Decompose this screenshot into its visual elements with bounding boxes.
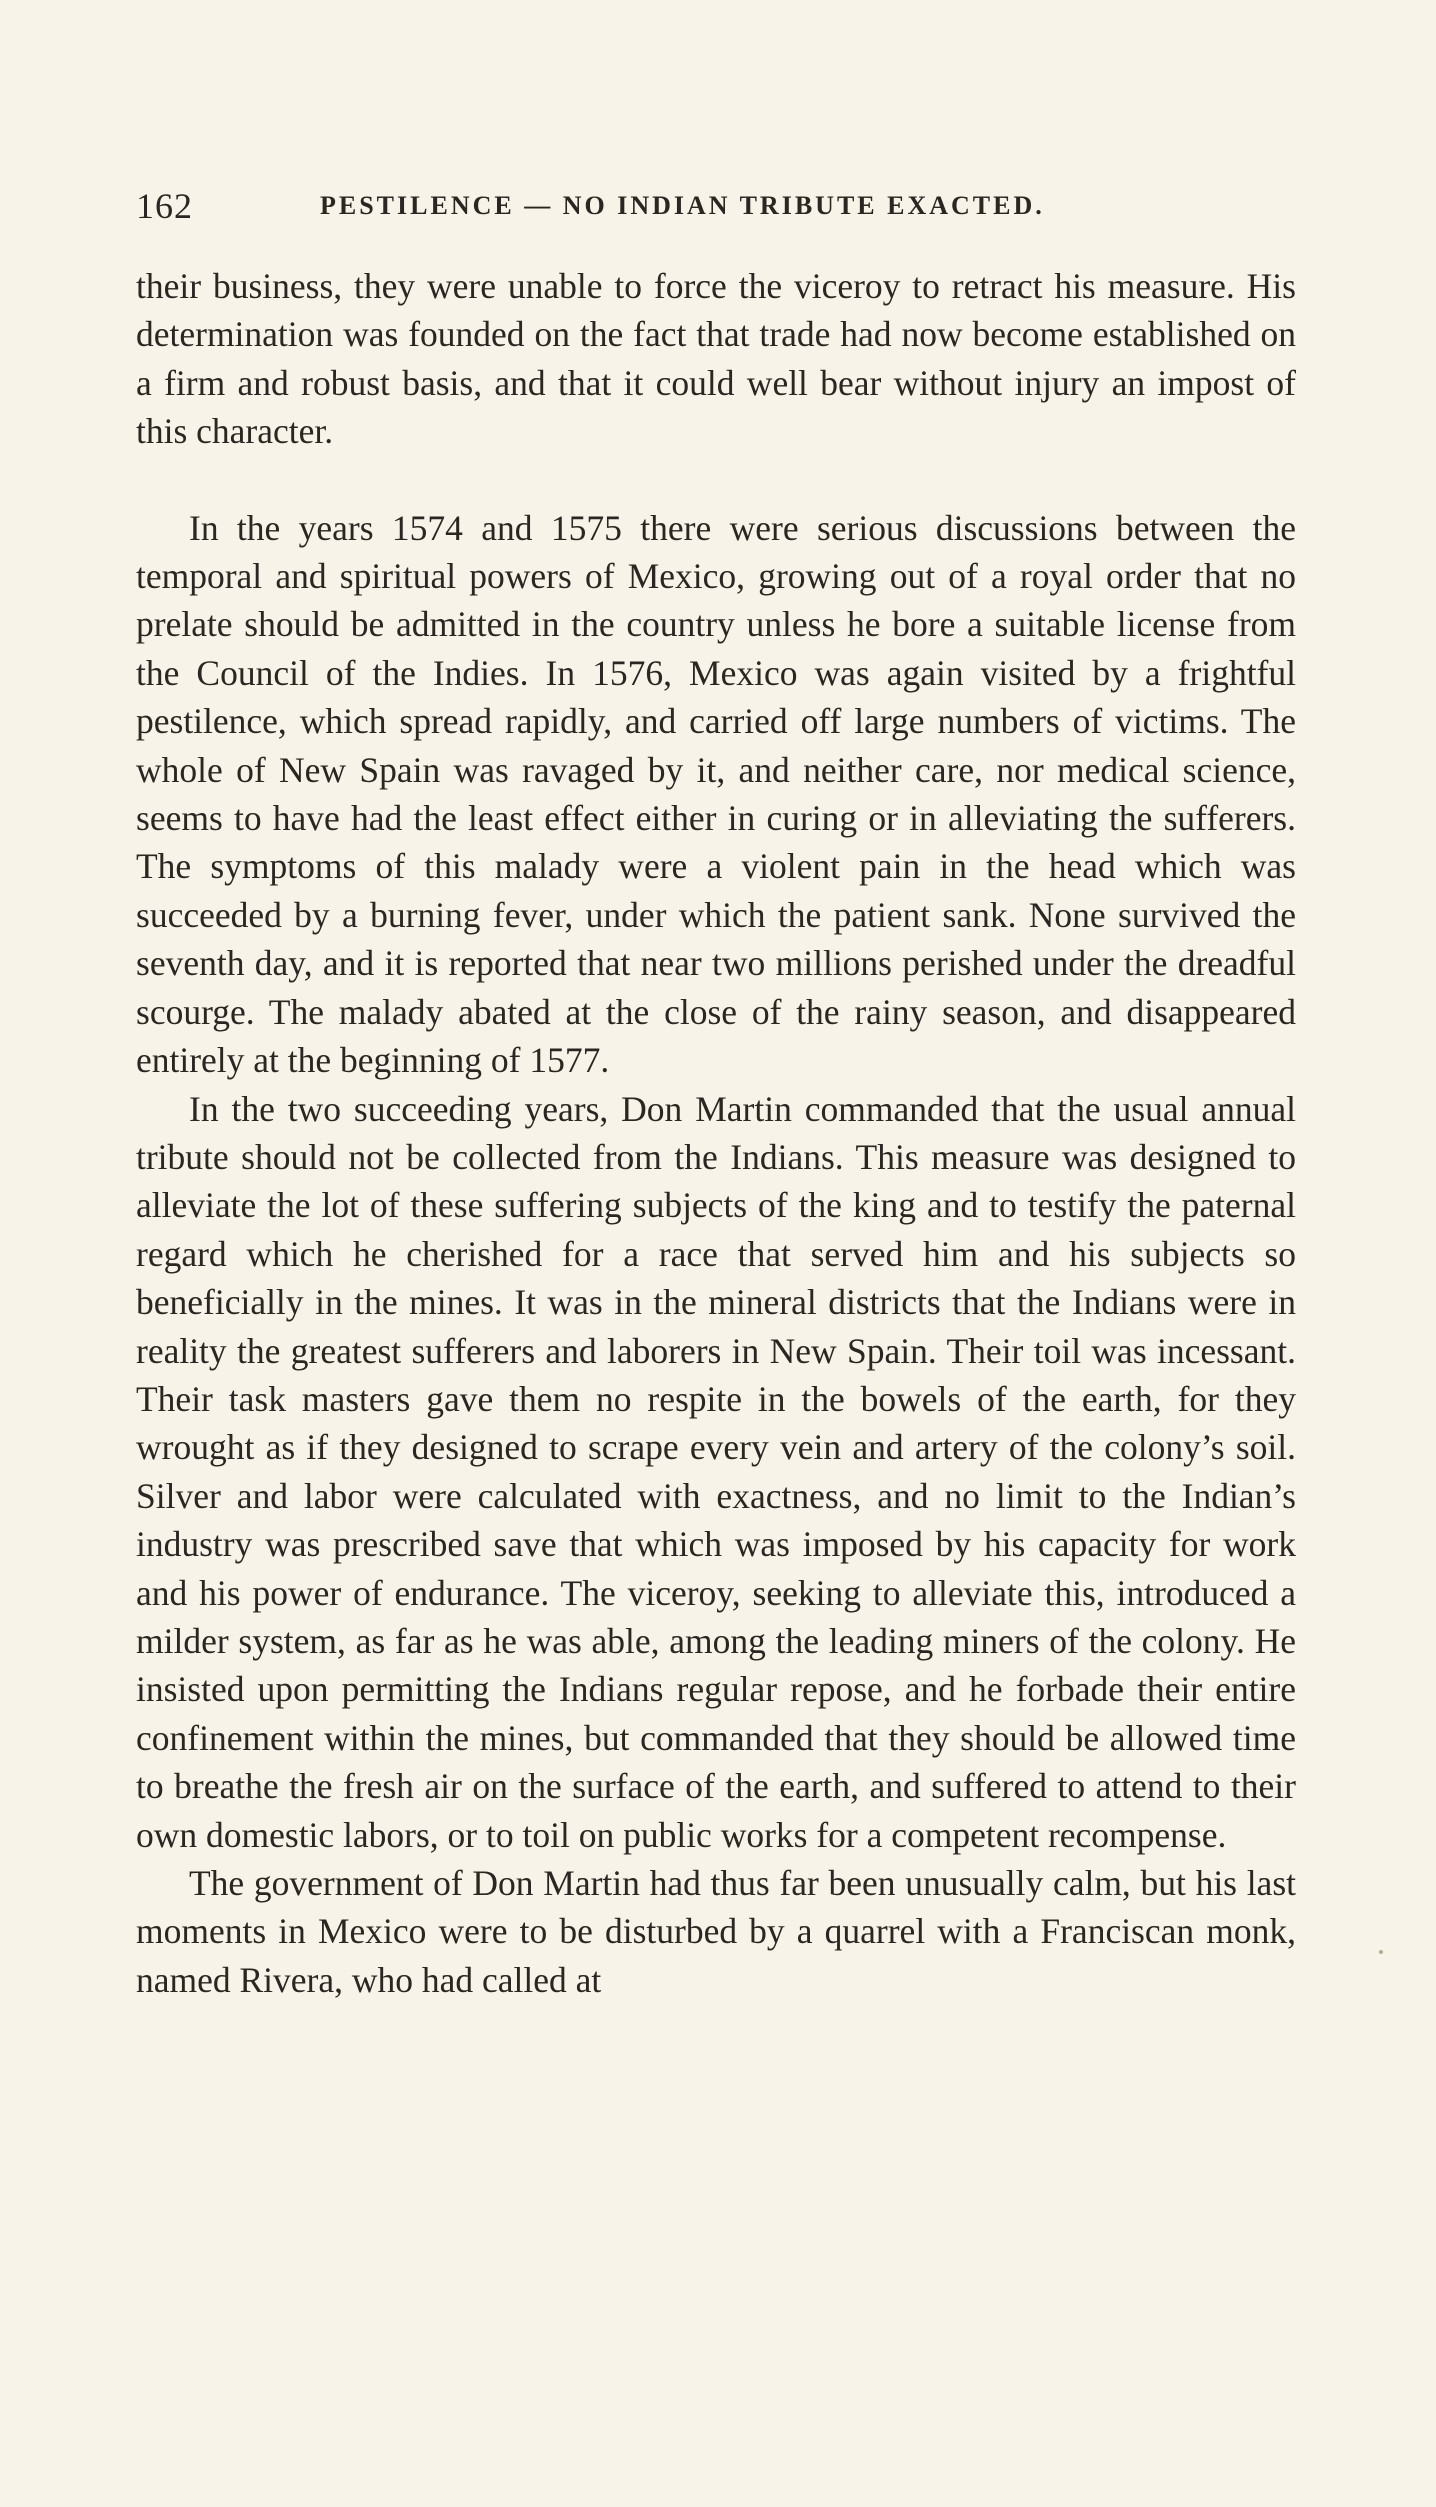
paragraph-tribute: In the two succeeding years, Don Martin commanded that the usual annual tribute should not be collected from the Indians. This measure was designed to alleviate the lot of these suffering subjects of the king and to testify the paternal regard which he cherished for a race that served him and his subjects so beneficially in the mines. It was in the mineral districts that the Indians were in reality the greatest sufferers and laborers in New Spain. Their toil was incessant. Their task masters gave them no respite in the bowels of the earth, for they wrought as if they designed to scrape every vein and artery of the colony’s soil. Silver and labor were calculated with exactness, and no limit to the Indian’s industry was prescribed save that which was imposed by his capacity for work and his power of endurance. The viceroy, seeking to alleviate this, introduced a milder system, as far as he was able, among the leading miners of the colony. He insisted upon permitting the Indians regular repose, and he forbade their entire confinement within the mines, but commanded that they should be allowed time to breathe the fresh air on the surface of the earth, and suffered to attend to their own domestic labors, or to toil on public works for a competent recompense. [136, 1088, 1296, 1855]
running-head [136, 185, 1296, 235]
running-title: PESTILENCE — NO INDIAN TRIBUTE EXACTED. [320, 191, 1045, 220]
paragraph-government: The government of Don Martin had thus far been unusually calm, but his last moments in Mexico were to be disturbed by a quarrel with a Franciscan monk, named Rivera, who had called at [136, 1863, 1296, 2000]
paragraph-pestilence: In the years 1574 and 1575 there were serious discussions between the temporal and spiritual powers of Mexico, growing out of a royal order that no prelate should be admitted in the country unless he bore a suitable license from the Council of the Indies. In 1576, Mexico was again visited by a frightful pestilence, which spread rapidly, and carried off large numbers of victims. The whole of New Spain was ravaged by it, and neither care, nor medical science, seems to have had the least effect either in curing or in alleviating the sufferers. The symptoms of this malady were a violent pain in the head which was succeeded by a burning fever, under which the patient sank. None survived the seventh day, and it is reported that near two millions perished under the dreadful scourge. The malady abated at the close of the rainy season, and disappeared entirely at the beginning of 1577. [136, 507, 1296, 1081]
body-text [136, 262, 1296, 2004]
page-number: 162 [136, 186, 193, 226]
paper-speck [1379, 1950, 1383, 1954]
paragraph-continued: their business, they were unable to force the viceroy to retract his measure. His determination was founded on the fact that trade had now become established on a firm and robust basis, and that it could well bear without injury an impost of this character. [136, 266, 1296, 452]
